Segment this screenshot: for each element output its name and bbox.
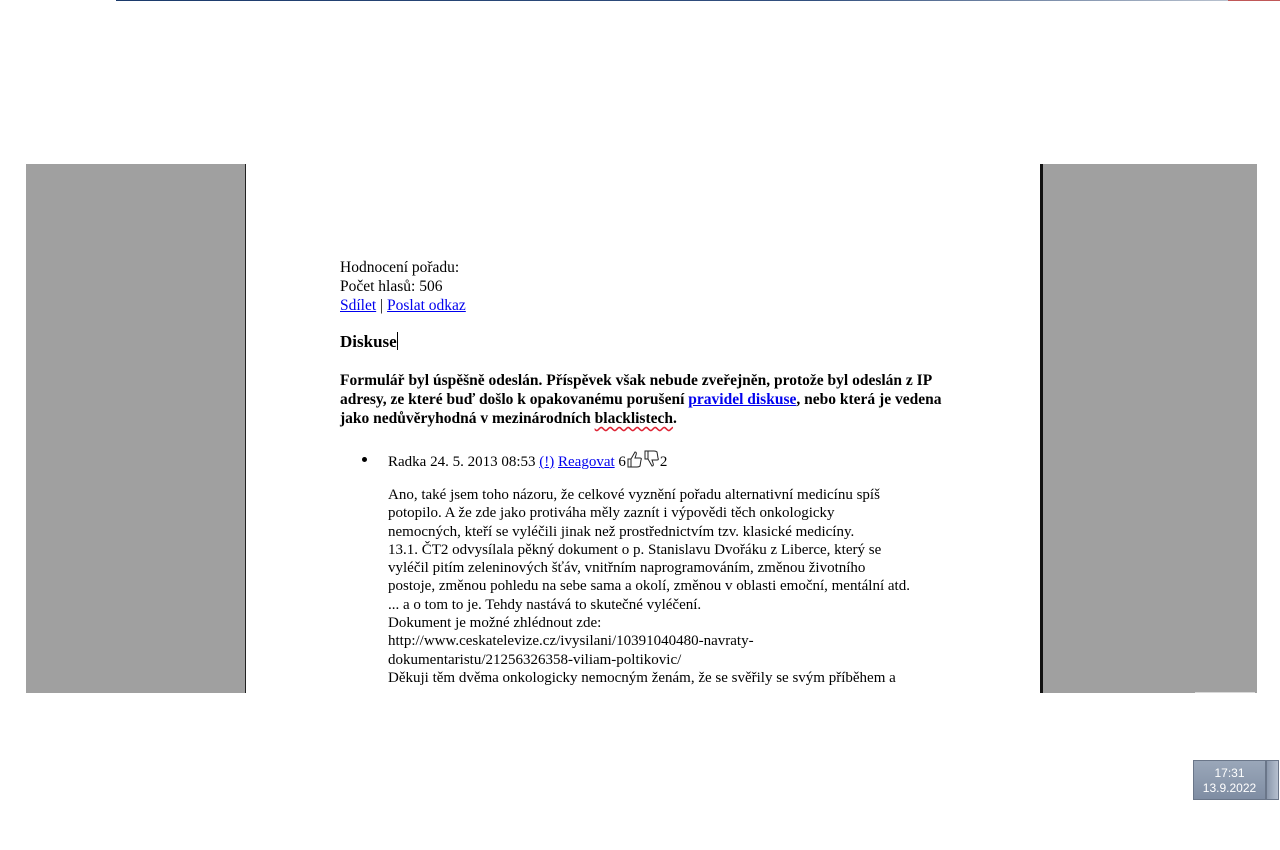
rating-label: Hodnocení pořadu:	[340, 259, 460, 276]
send-link[interactable]: Poslat odkaz	[387, 297, 466, 314]
comment-line: http://www.ceskatelevize.cz/ivysilani/10391040480-navraty-	[388, 633, 754, 650]
comment-line: Ano, také jsem toho názoru, že celkové vyznění pořadu alternativní medicínu spíš	[388, 487, 880, 503]
comment-line: postoje, změnou pohledu na sebe sama a okolí, změnou v oblasti emoční, mentální atd.	[388, 578, 910, 595]
thumbs-down-icon[interactable]	[643, 450, 660, 473]
link-separator: |	[380, 297, 384, 314]
text-cursor	[397, 332, 398, 350]
comment-line: Děkuji těm dvěma onkologicky nemocným ženám, že se svěřily se svým příběhem a	[388, 669, 896, 686]
like-count: 6	[618, 454, 626, 470]
comment-line: vyléčil pitím zeleninových šťáv, vnitřním naprogramováním, změnou životního	[388, 560, 866, 577]
dislike-count: 2	[659, 454, 668, 470]
comment-body	[388, 486, 958, 687]
thumbs-up-icon[interactable]	[626, 450, 643, 473]
comment-line: nemocných, kteří se vyléčili jinak než prostřednictvím tzv. klasické medicíny.	[388, 523, 855, 540]
comment-line: ... a o tom to je. Tehdy nastává to skutečné vyléčení.	[388, 596, 702, 613]
report-link[interactable]: (!)	[539, 454, 555, 470]
comment-line: Dokument je možné zhlédnout zde:	[388, 615, 602, 632]
list-bullet	[362, 457, 367, 462]
comment-line: potopilo. A že zde jako protiváha měly zaznít i výpovědi těch onkologicky	[388, 505, 835, 522]
share-links	[340, 296, 950, 315]
submission-notice: Formulář byl úspěšně odeslán. Příspěvek však nebude zveřejněn, protože byl odeslán z IP adresy, ze které buď došlo k opakovanému porušení pravidel diskuse, nebo která je vedena jako nedůvěryhodná v mezinárodních blacklistech.	[340, 372, 942, 427]
show-desktop-button[interactable]	[1266, 760, 1279, 800]
left-gray-panel	[26, 164, 246, 693]
window-top-border	[116, 0, 1280, 1]
rules-link[interactable]: pravidel diskuse	[688, 391, 797, 408]
taskbar-clock[interactable]	[1193, 760, 1266, 800]
clock-date: 13.9.2022	[1202, 781, 1257, 795]
clock-time: 17:31	[1214, 766, 1245, 780]
comment-author-date: Radka 24. 5. 2013 08:53	[388, 454, 536, 470]
rating-block	[340, 258, 950, 315]
right-gray-panel	[1040, 164, 1257, 693]
comment-header	[388, 450, 667, 473]
discussion-heading: Diskuse	[340, 332, 397, 351]
comment-line: dokumentaristu/21256326358-viliam-poltikovic/	[388, 651, 682, 668]
comment-line: 13.1. ČT2 odvysílala pěkný dokument o p. Stanislavu Dvořáku z Liberce, který se	[388, 541, 882, 558]
reply-link[interactable]: Reagovat	[558, 454, 615, 470]
vote-count: Počet hlasů: 506	[340, 278, 443, 295]
share-link[interactable]: Sdílet	[340, 297, 377, 314]
page-content	[247, 164, 1039, 693]
